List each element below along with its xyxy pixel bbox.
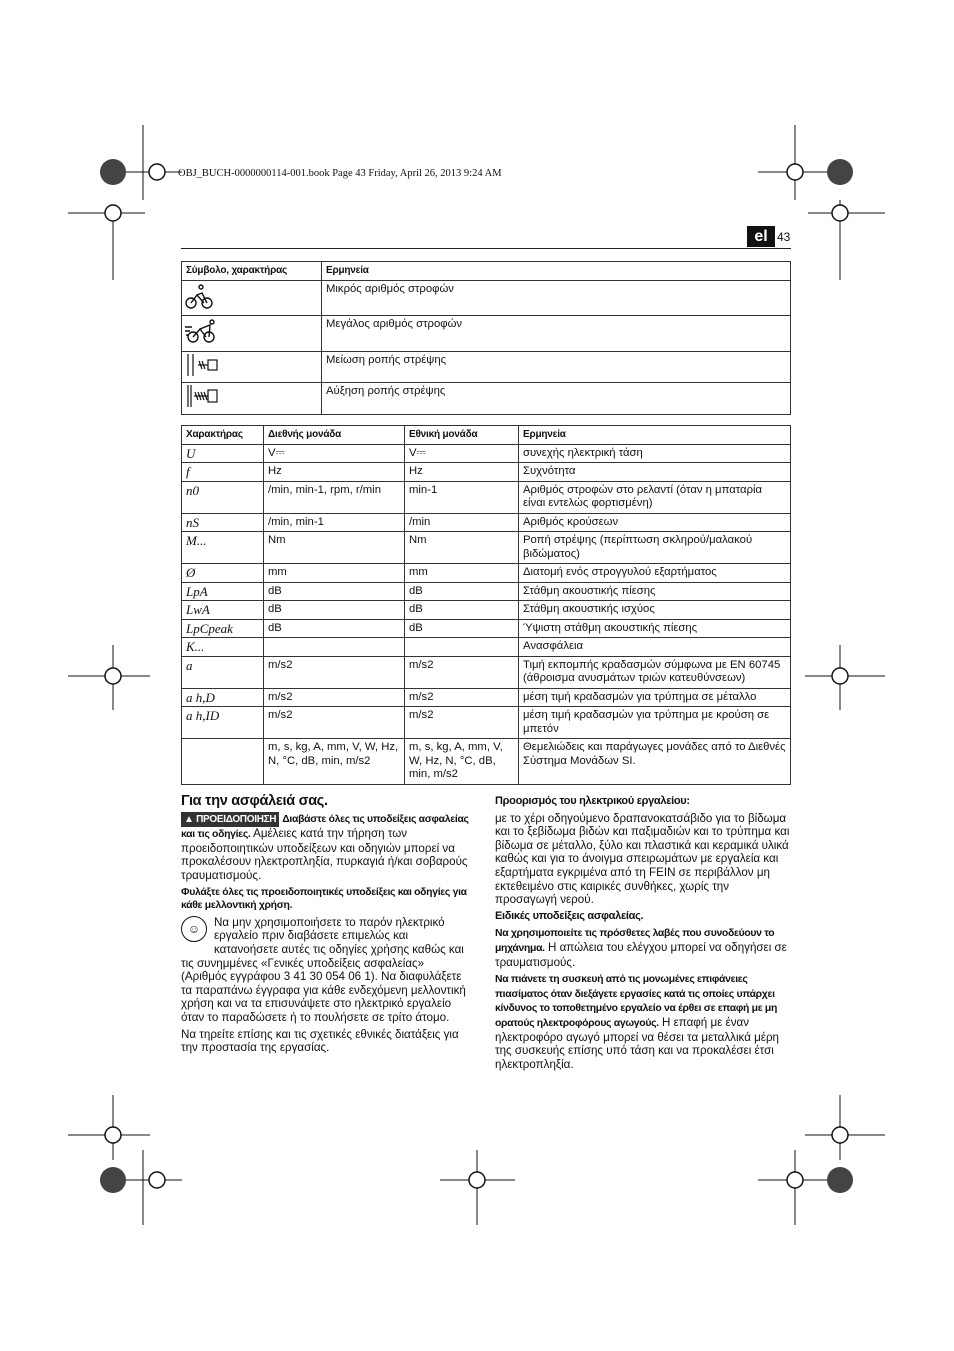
national-unit-cell: dB xyxy=(405,601,519,620)
description-cell: Τιμή εκπομπής κραδασμών σύμφωνα με EN 60745 (άθροισμα ανυσμάτων τριών κατευθύνσεων) xyxy=(519,656,791,688)
left-column xyxy=(181,795,471,1058)
table-row xyxy=(182,513,791,532)
warning-paragraph xyxy=(181,812,471,883)
slow-bicycle-icon xyxy=(184,282,214,310)
insulated-paragraph xyxy=(495,972,791,1071)
table-row xyxy=(182,688,791,707)
symbol-cell: a h,ID xyxy=(182,707,264,739)
torque-decrease-icon xyxy=(184,353,220,377)
table-row xyxy=(182,481,791,513)
description-cell: Μεγάλος αριθμός στροφών xyxy=(322,316,791,352)
manual-paragraph xyxy=(181,916,471,1025)
table-row xyxy=(182,638,791,657)
table-row xyxy=(182,351,791,383)
table-row xyxy=(182,656,791,688)
symbol-cell: LpA xyxy=(182,582,264,601)
keep-instructions: Φυλάξτε όλες τις προειδοποιητικές υποδείξεις και οδηγίες για κάθε μελλοντική χρήση. xyxy=(181,886,467,912)
national-unit-cell: /min xyxy=(405,513,519,532)
intl-unit-cell: Nm xyxy=(264,532,405,564)
handles-paragraph xyxy=(495,926,791,969)
national-unit-cell: Nm xyxy=(405,532,519,564)
intl-unit-cell: dB xyxy=(264,619,405,638)
intl-unit-cell: m/s2 xyxy=(264,656,405,688)
warning-label: ΠΡΟΕΙΔΟΠΟΙΗΣΗ xyxy=(196,813,277,825)
description-cell: μέση τιμή κραδασμών για τρύπημα σε μέταλλο xyxy=(519,688,791,707)
intl-unit-cell: dB xyxy=(264,582,405,601)
intl-unit-cell: V⎓ xyxy=(264,444,405,463)
national-unit-cell: m/s2 xyxy=(405,707,519,739)
safety-heading: Για την ασφάλειά σας. xyxy=(181,793,328,809)
symbol-cell: U xyxy=(182,444,264,463)
description-cell: Ροπή στρέψης (περίπτωση σκληρού/μαλακού βιδώματος) xyxy=(519,532,791,564)
intl-unit-cell: Hz xyxy=(264,463,405,482)
symbol-cell: nS xyxy=(182,513,264,532)
table-row xyxy=(182,316,791,352)
purpose-heading: Προορισμός του ηλεκτρικού εργαλείου: xyxy=(495,795,690,807)
description-cell: Αύξηση ροπής στρέψης xyxy=(322,383,791,415)
table-header-row xyxy=(182,426,791,445)
intl-unit-cell: dB xyxy=(264,601,405,620)
national-unit-cell: V⎓ xyxy=(405,444,519,463)
national-unit-cell xyxy=(405,638,519,657)
national-unit-cell: dB xyxy=(405,619,519,638)
table-row xyxy=(182,532,791,564)
symbol-cell: LpCpeak xyxy=(182,619,264,638)
handles-bold: Να χρησιμοποιείτε τις πρόσθετες λαβές που συνοδεύουν το μηχάνημα. xyxy=(495,928,775,954)
description-cell: Στάθμη ακουστικής ισχύος xyxy=(519,601,791,620)
description-cell: Ύψιστη στάθμη ακουστικής πίεσης xyxy=(519,619,791,638)
intl-unit-cell: mm xyxy=(264,564,405,583)
intl-unit-cell: m/s2 xyxy=(264,688,405,707)
symbol-cell xyxy=(182,383,322,415)
symbol-cell xyxy=(182,739,264,785)
national-unit-cell: m/s2 xyxy=(405,656,519,688)
intl-unit-cell: /min, min-1 xyxy=(264,513,405,532)
column-header: Σύμβολο, χαρακτήρας xyxy=(182,262,322,281)
intl-unit-cell: m, s, kg, A, mm, V, W, Hz, N, °C, dB, min, m/s2 xyxy=(264,739,405,785)
description-cell: μέση τιμή κραδασμών για τρύπημα με κρούση σε μπετόν xyxy=(519,707,791,739)
table-row xyxy=(182,707,791,739)
symbol-cell: LwA xyxy=(182,601,264,620)
table-row xyxy=(182,444,791,463)
fast-bicycle-icon xyxy=(184,317,218,345)
intl-unit-cell: /min, min-1, rpm, r/min xyxy=(264,481,405,513)
unit-table-body xyxy=(182,444,791,784)
table-row xyxy=(182,564,791,583)
torque-increase-icon xyxy=(184,384,220,408)
description-cell: Μείωση ροπής στρέψης xyxy=(322,351,791,383)
insulated-bold: Να πιάνετε τη συσκευή από τις μονωμένες επιφάνειες πιασίματος όταν διεξάγετε εργασίες κατά τις οποίες υπάρχει κίνδυνος το τοποθετημένο εργαλείο να έρθει σε επαφή με μη ορατούς ηλεκτροφόρους αγωγούς. xyxy=(495,974,778,1029)
intl-unit-cell xyxy=(264,638,405,657)
national-unit-cell: mm xyxy=(405,564,519,583)
language-badge: el xyxy=(747,226,775,247)
symbol-table xyxy=(181,261,791,415)
description-cell: Συχνότητα xyxy=(519,463,791,482)
warning-bold: Διαβάστε όλες τις υποδείξεις ασφαλείας και τις οδηγίες. xyxy=(181,813,469,841)
table-row xyxy=(182,383,791,415)
table-row xyxy=(182,280,791,316)
warning-badge xyxy=(181,812,279,828)
description-cell: Διατομή ενός στρογγυλού εξαρτήματος xyxy=(519,564,791,583)
description-cell: Θεμελιώδεις και παράγωγες μονάδες από το Διεθνές Σύστημα Μονάδων SI. xyxy=(519,739,791,785)
national-unit-cell: m, s, kg, A, mm, V, W, Hz, N, °C, dB, min, m/s2 xyxy=(405,739,519,785)
symbol-cell: f xyxy=(182,463,264,482)
read-manual-icon: ☺ xyxy=(181,916,207,942)
table-row xyxy=(182,582,791,601)
table-row xyxy=(182,463,791,482)
insulated-text: Η επαφή με έναν ηλεκτροφόρο αγωγό μπορεί να θέσει τα μεταλλικά μέρη της συσκευής επίσης υπό τάση και να προκαλέσει έτσι ηλεκτροπληξία. xyxy=(495,1015,780,1071)
column-header: Εθνική μονάδα xyxy=(405,426,519,445)
national-unit-cell: min-1 xyxy=(405,481,519,513)
column-header: Διεθνής μονάδα xyxy=(264,426,405,445)
national-unit-cell: Hz xyxy=(405,463,519,482)
description-cell: συνεχής ηλεκτρική τάση xyxy=(519,444,791,463)
symbol-cell: a h,D xyxy=(182,688,264,707)
intl-unit-cell: m/s2 xyxy=(264,707,405,739)
description-cell: Στάθμη ακουστικής πίεσης xyxy=(519,582,791,601)
manual-text: Να μην χρησιμοποιήσετε το παρόν ηλεκτρικό εργαλείο πριν διαβάσετε επιμελώς και κατανοήσετε αυτές τις οδηγίες χρήσης καθώς και τις συνημμένες «Γενικές υποδείξεις ασφαλείας» (Αριθμός εγγράφου 3 41 30 054 06 1). Να διαφυλάξετε τα παραπάνω έγγραφα για κάθε ενδεχόμενη μελλοντική χρήση και να τα επισυνάψετε στο ηλεκτρικό εργαλείο όταν το παραδώσετε ή το πουλήσετε σε τρίτο άτομο. xyxy=(181,915,466,1024)
column-header: Ερμηνεία xyxy=(322,262,791,281)
national-unit-cell: m/s2 xyxy=(405,688,519,707)
right-column xyxy=(495,795,791,1074)
purpose-text: με το χέρι οδηγούμενο δραπανοκατσάβιδο για το βίδωμα και το ξεβίδωμα βιδών και παξιμαδιών και το τρύπημα και βίδωμα σε μέταλλο, ξύλο και πλαστικά και κεραμικά υλικά καθώς και για το άνοιγμα σπειρωμάτων με εργαλεία και εξαρτήματα εγκριμένα από τη FEIN σε περιβάλλον μη εκτεθειμένο στις καιρικές συνθήκες, χωρίς την προσαγωγή νερού. xyxy=(495,811,790,907)
handles-text: Η απώλεια του ελέγχου μπορεί να οδηγήσει σε τραυματισμούς. xyxy=(495,940,787,969)
page-number: 43 xyxy=(777,230,791,244)
column-header: Χαρακτήρας xyxy=(182,426,264,445)
symbol-cell: a xyxy=(182,656,264,688)
symbol-cell: Ø xyxy=(182,564,264,583)
unit-table xyxy=(181,425,791,785)
symbol-cell xyxy=(182,316,322,352)
table-row xyxy=(182,601,791,620)
warning-triangle-icon: ▲ xyxy=(184,813,194,825)
header-rule xyxy=(181,248,791,249)
table-header-row xyxy=(182,262,791,281)
symbol-cell: K... xyxy=(182,638,264,657)
table-row xyxy=(182,619,791,638)
symbol-cell xyxy=(182,351,322,383)
symbol-cell: M... xyxy=(182,532,264,564)
table-row xyxy=(182,739,791,785)
special-safety-heading: Ειδικές υποδείξεις ασφαλείας. xyxy=(495,909,644,922)
symbol-cell xyxy=(182,280,322,316)
description-cell: Αριθμός κρούσεων xyxy=(519,513,791,532)
warning-text: Αμέλειες κατά την τήρηση των προειδοποιητικών υποδείξεων και οδηγιών μπορεί να προκαλέσουν ηλεκτροπληξία, πυρκαγιά ή/και σοβαρούς τραυματισμούς. xyxy=(181,827,468,882)
description-cell: Αριθμός στροφών στο ρελαντί (όταν η μπαταρία είναι εντελώς φορτισμένη) xyxy=(519,481,791,513)
national-paragraph: Να τηρείτε επίσης και τις σχετικές εθνικές διατάξεις για την προστασία της εργασίας. xyxy=(181,1027,459,1055)
symbol-cell: n0 xyxy=(182,481,264,513)
column-header: Ερμηνεία xyxy=(519,426,791,445)
national-unit-cell: dB xyxy=(405,582,519,601)
print-info-line: OBJ_BUCH-0000000114-001.book Page 43 Friday, April 26, 2013 9:24 AM xyxy=(178,168,502,179)
description-cell: Μικρός αριθμός στροφών xyxy=(322,280,791,316)
description-cell: Ανασφάλεια xyxy=(519,638,791,657)
